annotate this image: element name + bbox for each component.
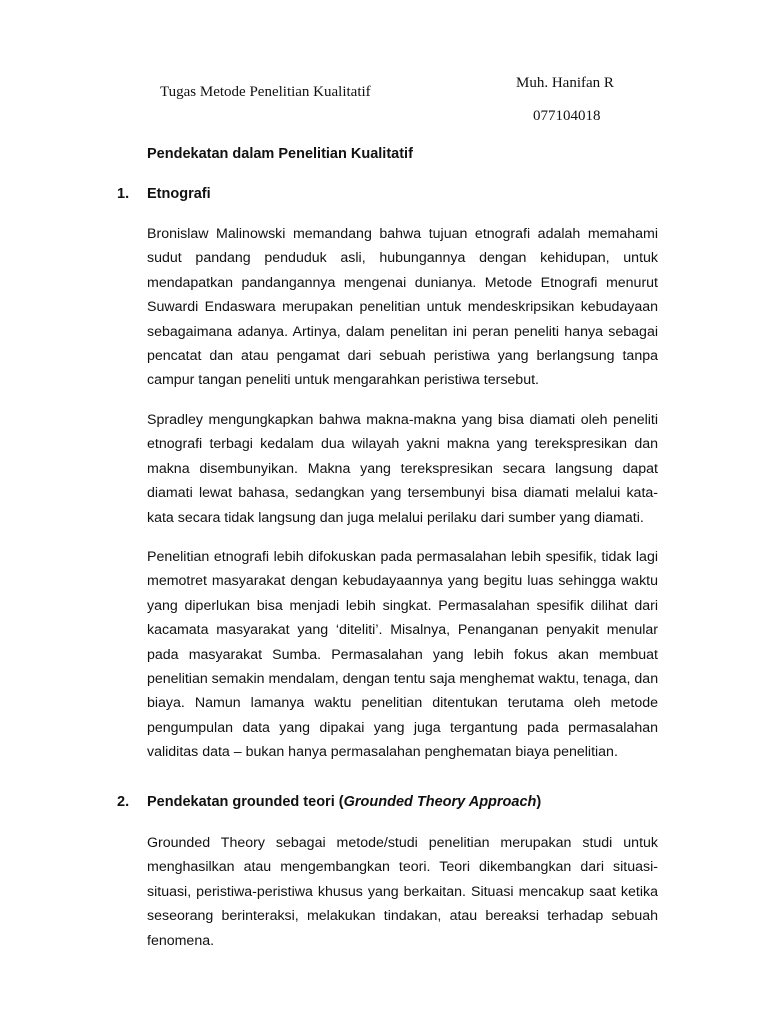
text-line: seseorang berinteraksi, melakukan tindakan, atau bereaksi terhadap sebuah — [147, 908, 658, 925]
text-line: validitas data – bukan hanya permasalahan penghematan biaya penelitian. — [147, 744, 618, 761]
text-line: pencatat dan atau pengamat dari sebuah peristiwa yang berlangsung tanpa — [147, 348, 658, 365]
text-line: pada masyarakat Sumba. Permasalahan yang lebih fokus akan membuat — [147, 646, 658, 663]
text-line: Spradley mengungkapkan bahwa makna-makna yang bisa diamati oleh peneliti — [147, 412, 658, 428]
paragraph — [147, 831, 658, 953]
text-line: biaya. Namun lamanya waktu penelitian ditentukan terutama oleh metode — [147, 695, 658, 712]
section-heading-text: Etnografi — [147, 186, 211, 202]
section-number: 1. — [117, 186, 130, 202]
text-line: kata secara tidak langsung dan juga melalui perilaku dari sumber yang diamati. — [147, 509, 644, 526]
text-line: Penelitian etnografi lebih difokuskan pada permasalahan lebih spesifik, tidak lagi — [147, 549, 658, 565]
section-heading-grounded-theory — [117, 794, 541, 810]
section-heading-italic: Grounded Theory Approach — [343, 794, 537, 810]
course-title: Tugas Metode Penelitian Kualitatif — [160, 84, 371, 100]
text-line: Grounded Theory sebagai metode/studi penelitian merupakan studi untuk — [147, 835, 658, 851]
author-name: Muh. Hanifan R — [516, 75, 614, 91]
section-heading-etnografi — [117, 186, 211, 202]
text-line: makna disembunyikan. Makna yang terekspresikan secara langsung dapat — [147, 460, 658, 477]
text-line: yang diperlukan bisa menjadi lebih singkat. Permasalahan spesifik dilihat dari — [147, 597, 658, 614]
text-line: fenomena. — [147, 932, 215, 949]
text-line: sebagaimana adanya. Artinya, dalam penelitan ini peran peneliti hanya sebagai — [147, 323, 658, 340]
text-line: pengumpulan data yang dipakai yang juga tergantung pada permasalahan — [147, 719, 658, 736]
text-line: menghasilkan atau mengembangkan teori. Teori dikembangkan dari situasi- — [147, 859, 658, 876]
text-line: kacamata masyarakat yang ‘diteliti’. Misalnya, Penanganan penyakit menular — [147, 622, 658, 639]
paragraph — [147, 222, 658, 393]
text-line: campur tangan peneliti untuk mengarahkan peristiwa tersebut. — [147, 372, 539, 389]
text-line: mendapatkan pandangannya mengenai dunianya. Metode Etnografi menurut — [147, 274, 658, 291]
section-heading-text: Pendekatan grounded teori ( — [147, 794, 344, 810]
section-heading-end: ) — [536, 794, 542, 810]
text-line: situasi, peristiwa-peristiwa khusus yang berkaitan. Situasi mencakup saat ketika — [147, 883, 658, 900]
text-line: etnografi terbagi kedalam dua wilayah yakni makna yang terekspresikan dan — [147, 436, 658, 453]
text-line: diamati lewat bahasa, sedangkan yang tersembunyi bisa diamati melalui kata- — [147, 485, 658, 502]
text-line: memotret masyarakat dengan kebudayaannya yang begitu luas sehingga waktu — [147, 573, 658, 590]
paragraph — [147, 408, 658, 530]
text-line: Suwardi Endaswara merupakan penelitian untuk mendeskripsikan kebudayaan — [147, 299, 658, 316]
student-id: 077104018 — [533, 108, 601, 124]
paragraph — [147, 545, 658, 765]
text-line: penelitian semakin mendalam, dengan tentu saja menghemat waktu, tenaga, dan — [147, 671, 659, 688]
section-number: 2. — [117, 794, 130, 810]
page-title: Pendekatan dalam Penelitian Kualitatif — [147, 146, 413, 162]
text-line: sudut pandang penduduk asli, hubungannya dengan kehidupan, untuk — [147, 250, 658, 267]
text-line: Bronislaw Malinowski memandang bahwa tujuan etnografi adalah memahami — [147, 226, 658, 242]
